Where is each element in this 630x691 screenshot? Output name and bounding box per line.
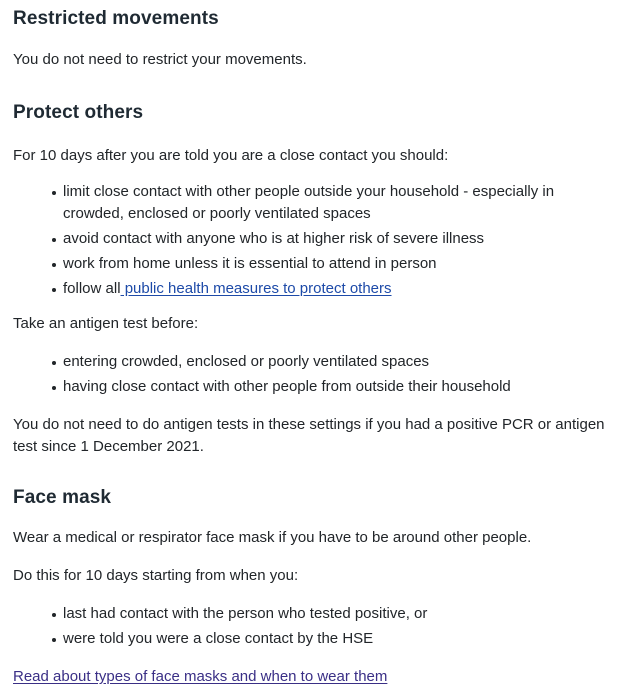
public-health-measures-link[interactable]: public health measures to protect others bbox=[120, 280, 392, 297]
heading-protect-others: Protect others bbox=[13, 102, 144, 123]
list-item: last had contact with the person who tested positive, or bbox=[13, 603, 613, 625]
protect-others-list bbox=[13, 181, 613, 300]
face-mask-duration-intro: Do this for 10 days starting from when you: bbox=[13, 567, 299, 584]
list-item: were told you were a close contact by the HSE bbox=[13, 628, 613, 650]
restricted-movements-text: You do not need to restrict your movements. bbox=[13, 51, 307, 68]
list-item: having close contact with other people from outside their household bbox=[13, 376, 613, 398]
follow-all-text: follow all bbox=[63, 280, 121, 297]
protect-others-intro: For 10 days after you are told you are a close contact you should: bbox=[13, 147, 449, 164]
face-masks-info-link[interactable]: Read about types of face masks and when to wear them bbox=[13, 668, 388, 685]
face-mask-text: Wear a medical or respirator face mask if you have to be around other people. bbox=[13, 529, 532, 546]
list-item: work from home unless it is essential to attend in person bbox=[13, 253, 613, 275]
list-item: entering crowded, enclosed or poorly ventilated spaces bbox=[13, 351, 613, 373]
list-item: limit close contact with other people outside your household - especially in crowded, enclosed or poorly ventilated spaces bbox=[13, 181, 613, 225]
antigen-test-list bbox=[13, 351, 613, 398]
antigen-test-note: You do not need to do antigen tests in these settings if you had a positive PCR or antigen test since 1 December 2021. bbox=[13, 416, 605, 455]
heading-restricted-movements: Restricted movements bbox=[13, 8, 219, 29]
list-item bbox=[13, 278, 613, 300]
face-masks-link-container bbox=[13, 666, 387, 688]
antigen-test-intro: Take an antigen test before: bbox=[13, 315, 199, 332]
heading-face-mask: Face mask bbox=[13, 487, 112, 508]
face-mask-list bbox=[13, 603, 613, 650]
list-item: avoid contact with anyone who is at higher risk of severe illness bbox=[13, 228, 613, 250]
